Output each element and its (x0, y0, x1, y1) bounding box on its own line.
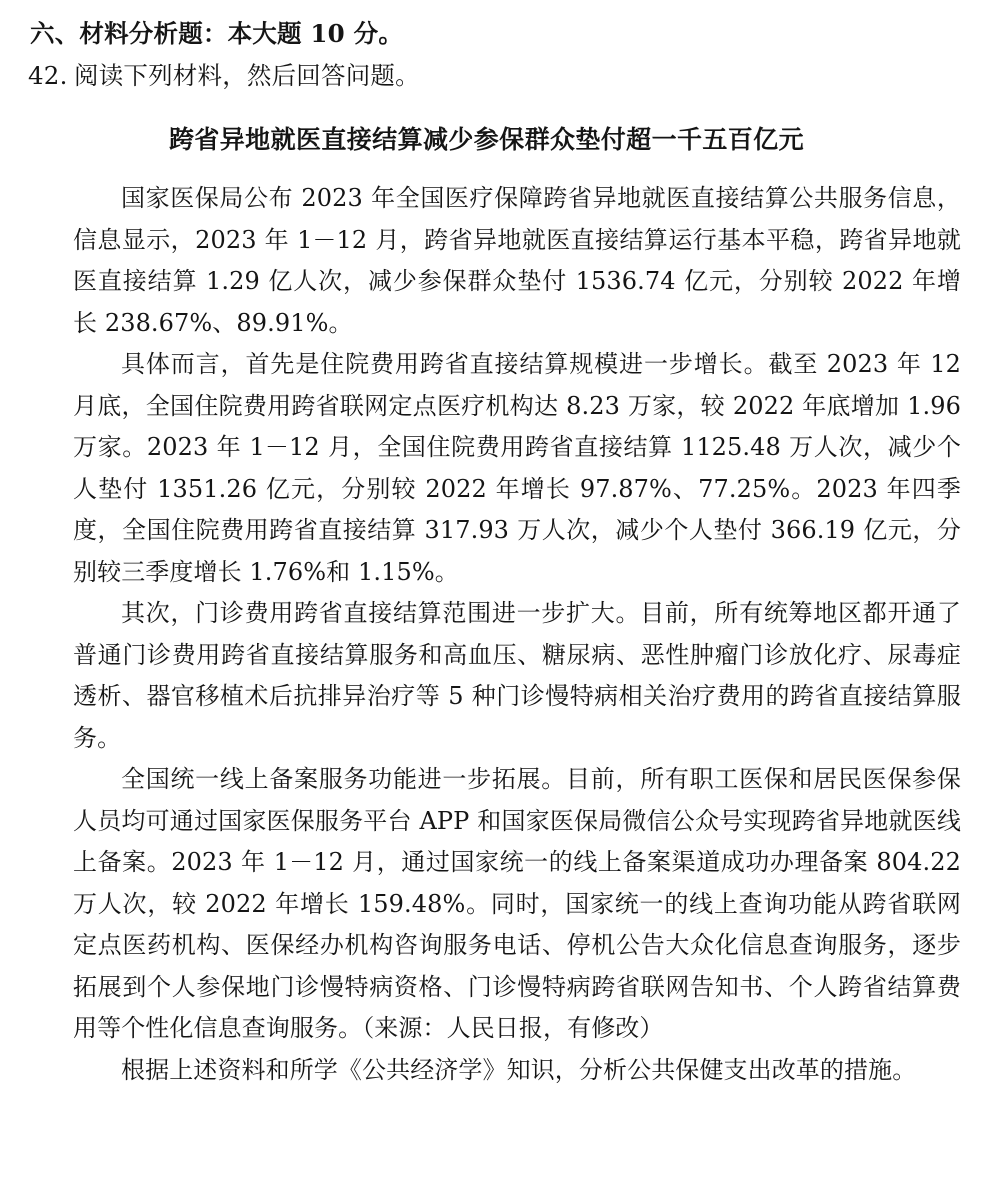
material-paragraph: 其次，门诊费用跨省直接结算范围进一步扩大。目前，所有统筹地区都开通了普通门诊费用跨省直接结算服务和高血压、糖尿病、恶性肿瘤门诊放化疗、尿毒症透析、器官移植术后抗排异治疗等 5 种门诊慢特病相关治疗费用的跨省直接结算服务。 (73, 599, 961, 752)
section-heading: 六、材料分析题：本大题 10 分。 (30, 19, 404, 48)
question-number: 42. (28, 61, 68, 90)
material-paragraph: 具体而言，首先是住院费用跨省直接结算规模进一步增长。截至 2023 年 12 月底，全国住院费用跨省联网定点医疗机构达 8.23 万家，较 2022 年底增加 1.96 万家。2023 年 1－12 月，全国住院费用跨省直接结算 1125.48 万人次，减少个人垫付 1351.26 亿元，分别较 2022 年增长 97.87%、77.25%。2023 年四季度，全国住院费用跨省直接结算 317.93 万人次，减少个人垫付 366.19 亿元，分别较三季度增长 1.76%和 1.15%。 (73, 350, 961, 586)
question-task-paragraph: 根据上述资料和所学《公共经济学》知识，分析公共保健支出改革的措施。 (121, 1055, 917, 1084)
question-prompt-text: 阅读下列材料，然后回答问题。 (74, 61, 420, 90)
material-paragraph: 国家医保局公布 2023 年全国医疗保障跨省异地就医直接结算公共服务信息，信息显示，2023 年 1－12 月，跨省异地就医直接结算运行基本平稳，跨省异地就医直接结算 1.29 亿人次，减少参保群众垫付 1536.74 亿元，分别较 2022 年增长 238.67%、89.91%。 (73, 184, 961, 337)
material-title: 跨省异地就医直接结算减少参保群众垫付超一千五百亿元 (168, 125, 804, 154)
question-stem (28, 56, 963, 96)
material-body (28, 178, 963, 1091)
material-paragraph: 全国统一线上备案服务功能进一步拓展。目前，所有职工医保和居民医保参保人员均可通过国家医保服务平台 APP 和国家医保局微信公众号实现跨省异地就医线上备案。2023 年 1－12 月，通过国家统一的线上备案渠道成功办理备案 804.22 万人次，较 2022 年增长 159.48%。同时，国家统一的线上查询功能从跨省联网定点医药机构、医保经办机构咨询服务电话、停机公告大众化信息查询服务，逐步拓展到个人参保地门诊慢特病资格、门诊慢特病跨省联网告知书、个人跨省结算费用等个性化信息查询服务。（来源：人民日报，有修改） (73, 765, 961, 1042)
